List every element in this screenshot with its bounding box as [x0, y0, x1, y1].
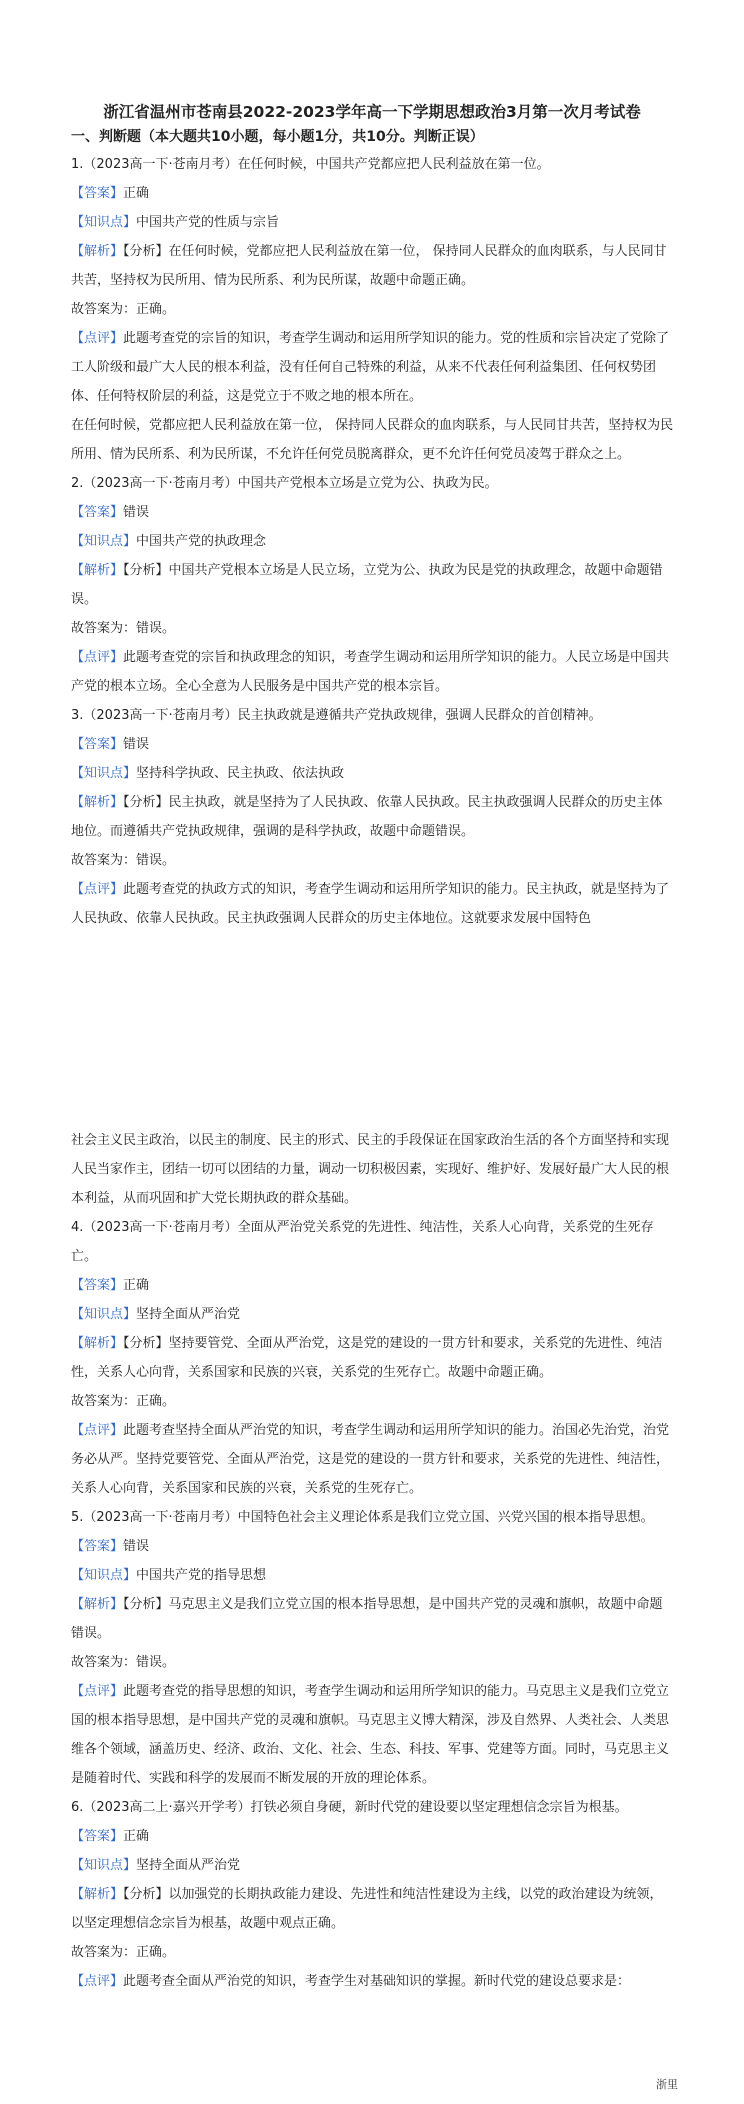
analysis-text: 【分析】马克思主义是我们立党立国的根本指导思想，是中国共产党的灵魂和旗帜，故题中命题错误。 — [71, 1597, 663, 1641]
answer-line — [71, 1822, 675, 1851]
comment-label: 【点评】 — [71, 1974, 124, 1989]
comment-text: 此题考查党的宗旨和执政理念的知识，考查学生调动和运用所学知识的能力。人民立场是中国共产党的根本立场。全心全意为人民服务是中国共产党的根本宗旨。 — [71, 650, 670, 694]
comment-line — [71, 1677, 675, 1793]
answer-line — [71, 1271, 675, 1300]
answer-label: 【答案】 — [71, 737, 124, 752]
answer-label: 【答案】 — [71, 1829, 124, 1844]
analysis-line — [71, 556, 675, 614]
question-block-bottom — [71, 1126, 675, 1996]
knowledge-line — [71, 208, 675, 237]
comment-line — [71, 875, 675, 933]
knowledge-label: 【知识点】 — [71, 534, 137, 549]
analysis-line — [71, 1880, 675, 1938]
answer-label: 【答案】 — [71, 505, 124, 520]
analysis-label: 【解析】 — [71, 1887, 124, 1902]
answer-value: 正确 — [123, 186, 150, 201]
knowledge-label: 【知识点】 — [71, 1568, 137, 1583]
comment-text: 此题考查全面从严治党的知识，考查学生对基础知识的掌握。新时代党的建设总要求是： — [123, 1974, 631, 1989]
knowledge-value: 中国共产党的执政理念 — [136, 534, 267, 549]
conclusion-line: 故答案为：错误。 — [71, 621, 176, 636]
answer-label: 【答案】 — [71, 1278, 124, 1293]
comment-label: 【点评】 — [71, 331, 124, 346]
knowledge-line — [71, 1851, 675, 1880]
conclusion-line: 故答案为：错误。 — [71, 853, 176, 868]
answer-value: 正确 — [123, 1829, 150, 1844]
analysis-line — [71, 237, 675, 295]
comment-label: 【点评】 — [71, 650, 124, 665]
answer-line — [71, 179, 675, 208]
answer-line — [71, 1532, 675, 1561]
knowledge-value: 坚持全面从严治党 — [136, 1858, 241, 1873]
knowledge-value: 坚持科学执政、民主执政、依法执政 — [136, 766, 345, 781]
question-text: 4.（2023高一下·苍南月考）全面从严治党关系党的先进性、纯洁性，关系人心向背，关系党的生死存亡。 — [71, 1220, 654, 1264]
answer-line — [71, 730, 675, 759]
question-block-top — [71, 150, 675, 933]
analysis-label: 【解析】 — [71, 1336, 124, 1351]
analysis-label: 【解析】 — [71, 244, 124, 259]
analysis-label: 【解析】 — [71, 1597, 124, 1612]
comment-label: 【点评】 — [71, 882, 124, 897]
conclusion-line: 故答案为：正确。 — [71, 1945, 176, 1960]
comment-line — [71, 1967, 675, 1996]
comment-text: 此题考查党的指导思想的知识，考查学生调动和运用所学知识的能力。马克思主义是我们立党立国的根本指导思想，是中国共产党的灵魂和旗帜。马克思主义博大精深，涉及自然界、人类社会、人类思维各个领域，涵盖历史、经济、政治、文化、社会、生态、科技、军事、党建等方面。同时，马克思主义是随着时代、实践和科学的发展而不断发展的开放的理论体系。 — [71, 1684, 670, 1786]
analysis-label: 【解析】 — [71, 795, 124, 810]
analysis-line — [71, 1329, 675, 1387]
comment-extra: 在任何时候，党都应把人民利益放在第一位， 保持同人民群众的血肉联系，与人民同甘共苦，坚持权为民所用、情为民所系、利为民所谋，不允许任何党员脱离群众，更不允许任何党员凌驾于群众之上。 — [71, 418, 674, 462]
knowledge-label: 【知识点】 — [71, 1858, 137, 1873]
question-text: 6.（2023高二上·嘉兴开学考）打铁必须自身硬，新时代党的建设要以坚定理想信念宗旨为根基。 — [71, 1800, 628, 1815]
question-text: 1.（2023高一下·苍南月考）在任何时候，中国共产党都应把人民利益放在第一位。 — [71, 157, 550, 172]
analysis-text: 【分析】中国共产党根本立场是人民立场，立党为公、执政为民是党的执政理念，故题中命题错误。 — [71, 563, 663, 607]
knowledge-line — [71, 759, 675, 788]
comment-text: 此题考查坚持全面从严治党的知识，考查学生调动和运用所学知识的能力。治国必先治党，治党务必从严。坚持党要管党、全面从严治党，这是党的建设的一贯方针和要求，关系党的先进性、纯洁性，关系人心向背，关系国家和民族的兴衰，关系党的生死存亡。 — [71, 1423, 670, 1496]
analysis-text: 【分析】在任何时候，党都应把人民利益放在第一位， 保持同人民群众的血肉联系，与人民同甘共苦，坚持权为民所用、情为民所系、利为民所谋，故题中命题正确。 — [71, 244, 667, 288]
continuation-text: 社会主义民主政治，以民主的制度、民主的形式、民主的手段保证在国家政治生活的各个方面坚持和实现人民当家作主，团结一切可以团结的力量，调动一切积极因素，实现好、维护好、发展好最广大人民的根本利益，从而巩固和扩大党长期执政的群众基础。 — [71, 1133, 670, 1206]
analysis-label: 【解析】 — [71, 563, 124, 578]
conclusion-line: 故答案为：正确。 — [71, 302, 176, 317]
knowledge-label: 【知识点】 — [71, 1307, 137, 1322]
answer-value: 正确 — [123, 1278, 150, 1293]
section-heading: 一、判断题（本大题共10小题，每小题1分，共10分。判断正误） — [71, 129, 484, 145]
analysis-line — [71, 1590, 675, 1648]
analysis-text: 【分析】坚持要管党、全面从严治党，这是党的建设的一贯方针和要求，关系党的先进性、纯洁性，关系人心向背，关系国家和民族的兴衰，关系党的生死存亡。故题中命题正确。 — [71, 1336, 663, 1380]
analysis-text: 【分析】民主执政，就是坚持为了人民执政、依靠人民执政。民主执政强调人民群众的历史主体地位。而遵循共产党执政规律，强调的是科学执政，故题中命题错误。 — [71, 795, 663, 839]
comment-text: 此题考查党的执政方式的知识，考查学生调动和运用所学知识的能力。民主执政，就是坚持为了人民执政、依靠人民执政。民主执政强调人民群众的历史主体地位。这就要求发展中国特色 — [71, 882, 670, 926]
conclusion-line: 故答案为：错误。 — [71, 1655, 176, 1670]
knowledge-label: 【知识点】 — [71, 215, 137, 230]
conclusion-line: 故答案为：正确。 — [71, 1394, 176, 1409]
knowledge-value: 坚持全面从严治党 — [136, 1307, 241, 1322]
analysis-line — [71, 788, 675, 846]
answer-value: 错误 — [123, 737, 150, 752]
answer-line — [71, 498, 675, 527]
knowledge-line — [71, 1561, 675, 1590]
analysis-text: 【分析】以加强党的长期执政能力建设、先进性和纯洁性建设为主线，以党的政治建设为统领，以坚定理想信念宗旨为根基，故题中观点正确。 — [71, 1887, 663, 1931]
document-title: 浙江省温州市苍南县2022-2023学年高一下学期思想政治3月第一次月考试卷 — [103, 103, 641, 121]
question-text: 2.（2023高一下·苍南月考）中国共产党根本立场是立党为公、执政为民。 — [71, 476, 498, 491]
knowledge-label: 【知识点】 — [71, 766, 137, 781]
answer-label: 【答案】 — [71, 1539, 124, 1554]
knowledge-value: 中国共产党的指导思想 — [136, 1568, 267, 1583]
knowledge-value: 中国共产党的性质与宗旨 — [136, 215, 280, 230]
comment-text: 此题考查党的宗旨的知识，考查学生调动和运用所学知识的能力。党的性质和宗旨决定了党除了工人阶级和最广大人民的根本利益，没有任何自己特殊的利益，从来不代表任何利益集团、任何权势团体、任何特权阶层的利益，这是党立于不败之地的根本所在。 — [71, 331, 670, 404]
question-text: 3.（2023高一下·苍南月考）民主执政就是遵循共产党执政规律，强调人民群众的首创精神。 — [71, 708, 602, 723]
comment-line — [71, 324, 675, 411]
question-text: 5.（2023高一下·苍南月考）中国特色社会主义理论体系是我们立党立国、兴党兴国的根本指导思想。 — [71, 1510, 654, 1525]
knowledge-line — [71, 1300, 675, 1329]
page-footer: 浙里 — [656, 2078, 678, 2091]
comment-line — [71, 643, 675, 701]
comment-label: 【点评】 — [71, 1423, 124, 1438]
answer-value: 错误 — [123, 1539, 150, 1554]
comment-line — [71, 1416, 675, 1503]
answer-label: 【答案】 — [71, 186, 124, 201]
knowledge-line — [71, 527, 675, 556]
answer-value: 错误 — [123, 505, 150, 520]
comment-label: 【点评】 — [71, 1684, 124, 1699]
